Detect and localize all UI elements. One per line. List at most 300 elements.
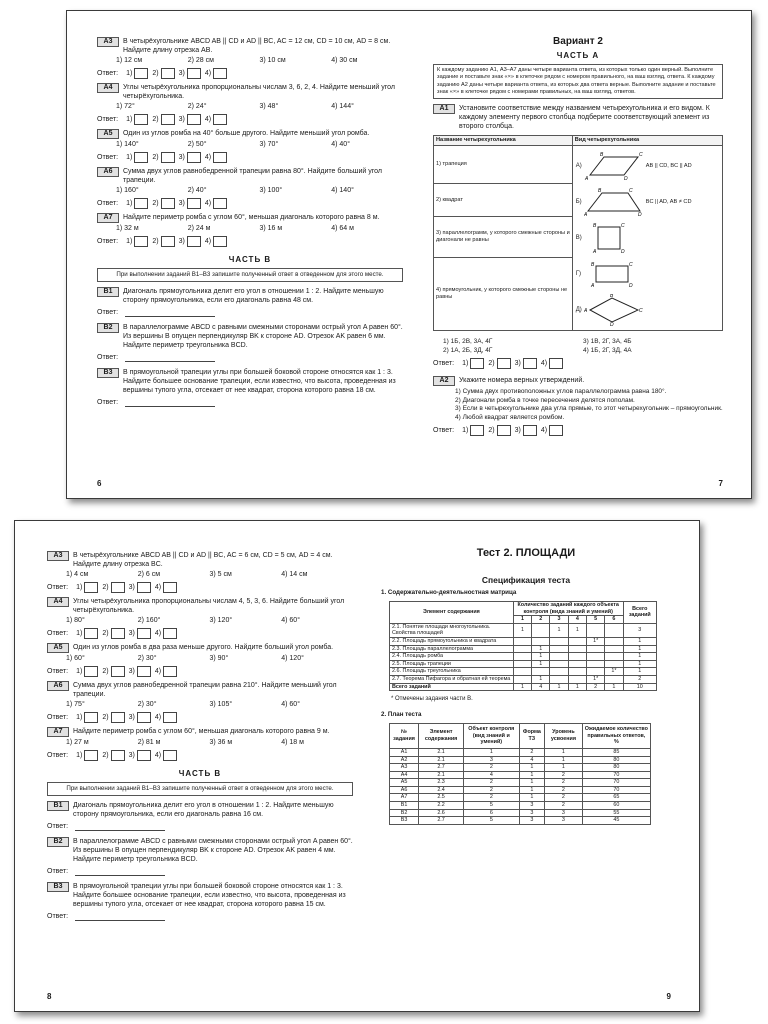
answer-num: 4): [154, 752, 162, 759]
answer-checkbox[interactable]: [134, 68, 148, 79]
col-header: Уровень усвоения: [545, 724, 583, 749]
answer-checkbox[interactable]: [134, 198, 148, 209]
col-header: Элемент содержания: [390, 602, 514, 624]
page-8: [47, 521, 353, 1011]
answer-checkbox[interactable]: [549, 358, 563, 369]
task-header: [47, 882, 353, 909]
answer-checkbox[interactable]: [187, 114, 201, 125]
answer-checkbox[interactable]: [84, 712, 98, 723]
table-cell: [568, 637, 586, 645]
task-question: В прямоугольной трапеции углы при большей боковой стороне относятся как 1 : 3. Найдите большее основание трапеции, если известно, что высота, проведенная из вершины тупого угла, отсекает от нее квадрат, сторона которого равна 15 см.: [73, 883, 346, 908]
answer-label: Ответ:: [97, 154, 119, 161]
col-header: № задания: [390, 724, 419, 749]
answer-num: 3): [178, 238, 185, 245]
task-question: Сумма двух углов равнобедренной трапеции равна 210°. Найдите меньший угол трапеции.: [73, 682, 337, 698]
table-cell: 1: [623, 668, 656, 676]
table-cell: 2: [464, 794, 520, 802]
table-cell: А4: [390, 771, 419, 779]
answer-input[interactable]: [125, 308, 215, 317]
answer-checkbox[interactable]: [161, 114, 175, 125]
table-cell: 10: [623, 683, 656, 691]
col-header: Элемент содержания: [419, 724, 464, 749]
table-cell: [532, 623, 550, 637]
svg-text:A: A: [583, 308, 588, 315]
answer-checkbox[interactable]: [163, 712, 177, 723]
answer-label: Ответ:: [97, 200, 119, 207]
answer-checkbox[interactable]: [134, 114, 148, 125]
row-label: 2.6. Площадь треугольника: [390, 668, 514, 676]
table-row: [390, 794, 651, 802]
option: 2) 81 м: [137, 739, 161, 746]
statement: 4) Любой квадрат является ромбом.: [455, 413, 565, 421]
option: 4) 120°: [281, 655, 304, 662]
square-figure: [584, 222, 644, 254]
table-cell: [586, 645, 604, 653]
task-id: B2: [47, 837, 69, 847]
part-b-note: При выполнении заданий В1–В3 запишите полученный ответ в отведенном для этого месте.: [47, 782, 353, 796]
task-options: [116, 140, 403, 149]
svg-text:C: C: [620, 223, 625, 230]
answer-row: [433, 358, 723, 369]
table-row: [390, 802, 651, 810]
answer-row: [47, 582, 353, 593]
svg-text:B: B: [592, 223, 597, 230]
answer-num: 3): [128, 714, 135, 721]
svg-text:D: D: [620, 249, 625, 255]
answer-row: [97, 68, 403, 79]
task-question: Один из углов ромба на 40° больше другого. Найдите меньший угол ромба.: [123, 130, 370, 137]
answer-label: Ответ:: [97, 116, 119, 123]
answer-checkbox[interactable]: [213, 198, 227, 209]
task-id: B3: [47, 882, 69, 892]
table-cell: 80: [582, 764, 650, 772]
page-number: 8: [47, 992, 52, 1001]
answer-row: [47, 750, 353, 761]
option: 1) 27 м: [66, 739, 89, 746]
task-header: [47, 643, 353, 653]
table-cell: 1: [532, 675, 550, 683]
table-cell: [550, 660, 568, 668]
answer-checkbox[interactable]: [134, 152, 148, 163]
table-cell: 2: [545, 771, 583, 779]
table-cell: [513, 645, 531, 653]
option: 2) 40°: [187, 187, 207, 194]
table-cell: 1: [519, 771, 545, 779]
answer-checkbox[interactable]: [163, 750, 177, 761]
figure-b: [576, 184, 719, 220]
table-cell: 2.7: [419, 817, 464, 825]
task-question: В четырёхугольнике ABCD AB || CD и AD || BC, AC = 6 см, CD = 5 см, AD = 4 см. Найдите длину отрезка BC.: [73, 552, 333, 568]
answer-num: 1): [76, 630, 83, 637]
answer-label: Ответ:: [97, 70, 119, 77]
table-cell: 2: [464, 786, 520, 794]
answer-checkbox[interactable]: [523, 358, 537, 369]
answer-checkbox[interactable]: [213, 236, 227, 247]
table-row: [390, 653, 657, 661]
option: 1) 12 см: [116, 57, 143, 64]
answer-num: 4): [154, 668, 162, 675]
answer-num: 4): [204, 116, 212, 123]
answer-checkbox[interactable]: [137, 712, 151, 723]
answer-label: Ответ:: [47, 584, 69, 591]
table-cell: 1: [513, 623, 531, 637]
svg-text:B: B: [609, 294, 614, 300]
answer-checkbox[interactable]: [161, 152, 175, 163]
svg-text:C: C: [638, 308, 643, 315]
table-cell: 85: [582, 748, 650, 756]
answer-num: 2): [488, 360, 495, 368]
option: 1) 32 м: [116, 225, 139, 232]
task-b2: [47, 837, 353, 876]
answer-checkbox[interactable]: [84, 582, 98, 593]
option: 3) 100°: [259, 187, 283, 194]
answer-checkbox[interactable]: [84, 666, 98, 677]
task-id: A4: [47, 597, 69, 607]
svg-text:B: B: [597, 188, 602, 195]
task-b3: [97, 368, 403, 407]
figure-note: BC || AD, AB ≠ CD: [645, 198, 692, 205]
answer-row: [47, 666, 353, 677]
option: 4) 1Б, 2Г, 3Д, 4А: [583, 347, 632, 355]
figure-label: Б): [575, 198, 582, 205]
task-a3: [47, 551, 353, 593]
answer-checkbox[interactable]: [161, 236, 175, 247]
table-cell: 3: [519, 817, 545, 825]
parallelogram-figure: [584, 151, 644, 181]
answer-label: Ответ:: [97, 399, 119, 406]
answer-num: 2): [102, 584, 109, 591]
answer-num: 3): [178, 70, 185, 77]
answer-num: 2): [152, 116, 159, 123]
figure-label: Д): [575, 306, 582, 313]
answer-checkbox[interactable]: [470, 425, 484, 436]
answer-checkbox[interactable]: [470, 358, 484, 369]
answer-checkbox[interactable]: [497, 425, 511, 436]
answer-num: 2): [102, 668, 109, 675]
answer-input[interactable]: [75, 822, 165, 831]
answer-checkbox[interactable]: [137, 582, 151, 593]
option: 4) 30 см: [331, 57, 358, 64]
answer-checkbox[interactable]: [111, 750, 125, 761]
table-cell: [550, 653, 568, 661]
table-row: [390, 748, 651, 756]
answer-checkbox[interactable]: [137, 666, 151, 677]
answer-input[interactable]: [125, 353, 215, 362]
option: 1) 75°: [66, 701, 85, 708]
task-question: Найдите периметр ромба с углом 60°, меньшая диагональ которого равна 8 м.: [123, 214, 380, 221]
svg-text:C: C: [628, 188, 633, 195]
footnote: * Отмечены задания части В.: [391, 696, 473, 703]
answer-num: 3): [128, 752, 135, 759]
answer-checkbox[interactable]: [213, 114, 227, 125]
answer-checkbox[interactable]: [111, 582, 125, 593]
variant-title: Вариант 2: [553, 36, 603, 47]
table-cell: 1: [532, 645, 550, 653]
task-header: [97, 83, 403, 101]
table-cell: 4: [519, 756, 545, 764]
table-cell: 1: [550, 623, 568, 637]
option: 3) 16 м: [259, 225, 283, 232]
col-header: Ожидаемое количество правильных ответов, %: [582, 724, 650, 749]
table-cell: 5: [464, 802, 520, 810]
answer-num: 1): [126, 154, 133, 161]
answer-checkbox[interactable]: [137, 750, 151, 761]
answer-row: [97, 198, 403, 209]
answer-num: 4): [154, 584, 162, 591]
task-list: [97, 37, 403, 247]
table-cell: 80: [582, 756, 650, 764]
table-cell: 2.1: [419, 771, 464, 779]
table-cell: 70: [582, 779, 650, 787]
table-cell: 4) прямоугольник, у которого смежные стороны не равны: [434, 258, 573, 331]
trapezoid-figure: [584, 187, 644, 217]
table-row: [390, 645, 657, 653]
answer-num: 4): [204, 200, 212, 207]
table-cell: 65: [582, 794, 650, 802]
svg-text:A: A: [583, 212, 588, 218]
answer-label: Ответ:: [47, 668, 69, 675]
table-cell: 70: [582, 786, 650, 794]
option: 3) 5 см: [209, 571, 232, 578]
bottom-spread: [14, 520, 700, 1012]
option: 3) 1В, 2Г, 3А, 4Б: [583, 338, 632, 346]
b-task-list: [97, 287, 403, 407]
table-cell: 2: [464, 779, 520, 787]
table-cell: [550, 645, 568, 653]
answer-checkbox[interactable]: [497, 358, 511, 369]
answer-label: Ответ:: [97, 238, 119, 245]
task-list: [47, 551, 353, 761]
task-a6: [47, 681, 353, 723]
figure-g: [576, 256, 719, 292]
table-cell: [532, 637, 550, 645]
figures-cell: [572, 146, 722, 331]
test-title: Тест 2. ПЛОЩАДИ: [476, 547, 576, 559]
answer-checkbox[interactable]: [111, 628, 125, 639]
table-cell: 1) трапеция: [434, 146, 573, 184]
table-cell: [513, 668, 531, 676]
table-cell: [513, 660, 531, 668]
part-b-title: ЧАСТЬ В: [228, 255, 272, 264]
table-cell: [586, 660, 604, 668]
part-b-note: При выполнении заданий В1–В3 запишите полученный ответ в отведенном для этого месте.: [97, 268, 403, 282]
answer-checkbox[interactable]: [111, 712, 125, 723]
statement: 2) Диагонали ромба в точке пересечения делятся пополам.: [455, 396, 635, 404]
table-cell: [550, 675, 568, 683]
task-a5: [97, 129, 403, 163]
answer-num: 3): [514, 360, 521, 368]
answer-row: [97, 152, 403, 163]
matching-table: [433, 135, 723, 331]
task-a4: [97, 83, 403, 125]
col-header: Количество заданий каждого объекта контроля (вида знаний и умений): [513, 602, 623, 616]
answer-label: Ответ:: [47, 823, 69, 830]
table-total-row: [390, 683, 657, 691]
task-header: [47, 681, 353, 699]
task-header: [47, 801, 353, 819]
option: 3) 105°: [209, 701, 233, 708]
table-cell: А7: [390, 794, 419, 802]
answer-num: 3): [178, 116, 185, 123]
col-header: Форма ТЗ: [519, 724, 545, 749]
answer-checkbox[interactable]: [161, 198, 175, 209]
answer-checkbox[interactable]: [213, 68, 227, 79]
figure-label: В): [575, 234, 582, 241]
table-cell: В3: [390, 817, 419, 825]
task-a5: [47, 643, 353, 677]
answer-num: 1): [462, 427, 469, 435]
answer-checkbox[interactable]: [111, 666, 125, 677]
answer-checkbox[interactable]: [187, 198, 201, 209]
table-cell: 2: [545, 802, 583, 810]
table-cell: 1: [545, 748, 583, 756]
table-cell: [586, 668, 604, 676]
answer-num: 1): [126, 238, 133, 245]
option: 2) 24 м: [187, 225, 211, 232]
table-cell: 2.6: [419, 809, 464, 817]
task-id: A5: [47, 643, 69, 653]
table-cell: 1*: [586, 637, 604, 645]
table-cell: 1*: [605, 668, 623, 676]
option: 2) 6 см: [137, 571, 161, 578]
task-b3: [47, 882, 353, 921]
task-header: [97, 37, 403, 55]
table-cell: 1: [623, 645, 656, 653]
a2-statements: [455, 388, 723, 422]
matrix-title: 1. Содержательно-деятельностная матрица: [381, 589, 517, 596]
svg-text:D: D: [609, 322, 614, 327]
table-cell: 3: [545, 817, 583, 825]
answer-checkbox[interactable]: [187, 152, 201, 163]
table-cell: В2: [390, 809, 419, 817]
answer-line: [47, 867, 353, 876]
task-header: [47, 597, 353, 615]
task-question: Один из углов ромба в два раза меньше другого. Найдите больший угол ромба.: [73, 644, 334, 651]
task-header: [97, 287, 403, 305]
figure-label: А): [575, 162, 582, 169]
answer-num: 1): [76, 714, 83, 721]
answer-checkbox[interactable]: [187, 68, 201, 79]
table-cell: 4: [464, 771, 520, 779]
task-a4: [47, 597, 353, 639]
task-a1: [433, 104, 723, 131]
answer-checkbox[interactable]: [213, 152, 227, 163]
answer-checkbox[interactable]: [84, 750, 98, 761]
answer-num: 1): [76, 752, 83, 759]
task-question: В параллелограмме ABCD с равными смежными сторонами острый угол A равен 60°. Из вершины B опущен перпендикуляр BK к стороне AD. Отрезок AK равен 6 мм. Найдите периметр треугольника BCD.: [123, 324, 403, 349]
table-row: [390, 660, 657, 668]
col-number: 6: [605, 616, 623, 624]
answer-checkbox[interactable]: [549, 425, 563, 436]
option: 3) 120°: [209, 617, 233, 624]
option: 4) 60°: [281, 617, 301, 624]
answer-checkbox[interactable]: [134, 236, 148, 247]
rectangle-figure: [584, 259, 644, 289]
table-cell: 2.2: [419, 802, 464, 810]
option: 4) 40°: [331, 141, 351, 148]
option: 3) 48°: [259, 103, 279, 110]
b-task-list: [47, 801, 353, 921]
option: 4) 64 м: [331, 225, 354, 232]
answer-num: 3): [178, 200, 185, 207]
task-id: A6: [97, 167, 119, 177]
option: 3) 70°: [259, 141, 279, 148]
svg-text:D: D: [623, 176, 628, 182]
answer-row: [47, 628, 353, 639]
answer-num: 2): [152, 154, 159, 161]
table-cell: 2.4: [419, 786, 464, 794]
task-id: A2: [433, 376, 455, 386]
task-id: B1: [97, 287, 119, 297]
answer-checkbox[interactable]: [161, 68, 175, 79]
answer-input[interactable]: [75, 867, 165, 876]
task-options: [66, 616, 353, 625]
table-cell: 6: [464, 809, 520, 817]
row-label: 2.3. Площадь параллелограмма: [390, 645, 514, 653]
table-row: [390, 668, 657, 676]
answer-checkbox[interactable]: [137, 628, 151, 639]
answer-line: [97, 353, 403, 362]
answer-input[interactable]: [75, 912, 165, 921]
rhombus-figure: [584, 294, 644, 326]
table-row: [390, 809, 651, 817]
answer-num: 2): [488, 427, 495, 435]
task-header: [97, 167, 403, 185]
table-cell: 1: [623, 653, 656, 661]
table-cell: [605, 660, 623, 668]
page-number: 7: [718, 479, 723, 488]
answer-checkbox[interactable]: [187, 236, 201, 247]
page-number: 9: [666, 992, 671, 1001]
table-cell: 1*: [586, 675, 604, 683]
statement: 3) Если в четырехугольнике два угла прямые, то этот четырехугольник – прямоугольник.: [455, 405, 723, 413]
answer-label: Ответ:: [47, 913, 69, 920]
table-row: [390, 756, 651, 764]
table-cell: 1: [605, 683, 623, 691]
table-cell: 2: [545, 779, 583, 787]
answer-checkbox[interactable]: [523, 425, 537, 436]
table-cell: 1: [568, 623, 586, 637]
col-number: 1: [513, 616, 531, 624]
table-cell: 1: [545, 756, 583, 764]
answer-checkbox[interactable]: [163, 666, 177, 677]
answer-checkbox[interactable]: [163, 582, 177, 593]
table-cell: [568, 653, 586, 661]
task-question: Найдите периметр ромба с углом 60°, меньшая диагональ которого равна 9 м.: [73, 728, 330, 735]
answer-checkbox[interactable]: [84, 628, 98, 639]
answer-checkbox[interactable]: [163, 628, 177, 639]
answer-num: 3): [128, 630, 135, 637]
answer-input[interactable]: [125, 398, 215, 407]
task-question: Углы четырёхугольника пропорциональны числам 3, 6, 2, 4. Найдите меньший угол четырёхугольника.: [123, 84, 395, 100]
table-cell: 3: [623, 623, 656, 637]
task-question: Установите соответствие между названием четырехугольника и его видом. К каждому элементу первого столбца подберите соответствующий элемент из второго столбца.: [459, 105, 710, 131]
option: 2) 30°: [137, 655, 157, 662]
table-cell: 3: [519, 802, 545, 810]
answer-label: Ответ:: [47, 868, 69, 875]
task-a3: [97, 37, 403, 79]
figure-note: AB || CD, BC || AD: [645, 162, 692, 169]
svg-text:B: B: [590, 262, 595, 269]
row-label: 2.4. Площадь ромба: [390, 653, 514, 661]
option: 1) 4 см: [66, 571, 89, 578]
task-header: [47, 727, 353, 737]
answer-num: 4): [204, 70, 212, 77]
answer-num: 2): [152, 70, 159, 77]
table-cell: 45: [582, 817, 650, 825]
table-cell: 2: [545, 794, 583, 802]
option: 1) 80°: [66, 617, 85, 624]
